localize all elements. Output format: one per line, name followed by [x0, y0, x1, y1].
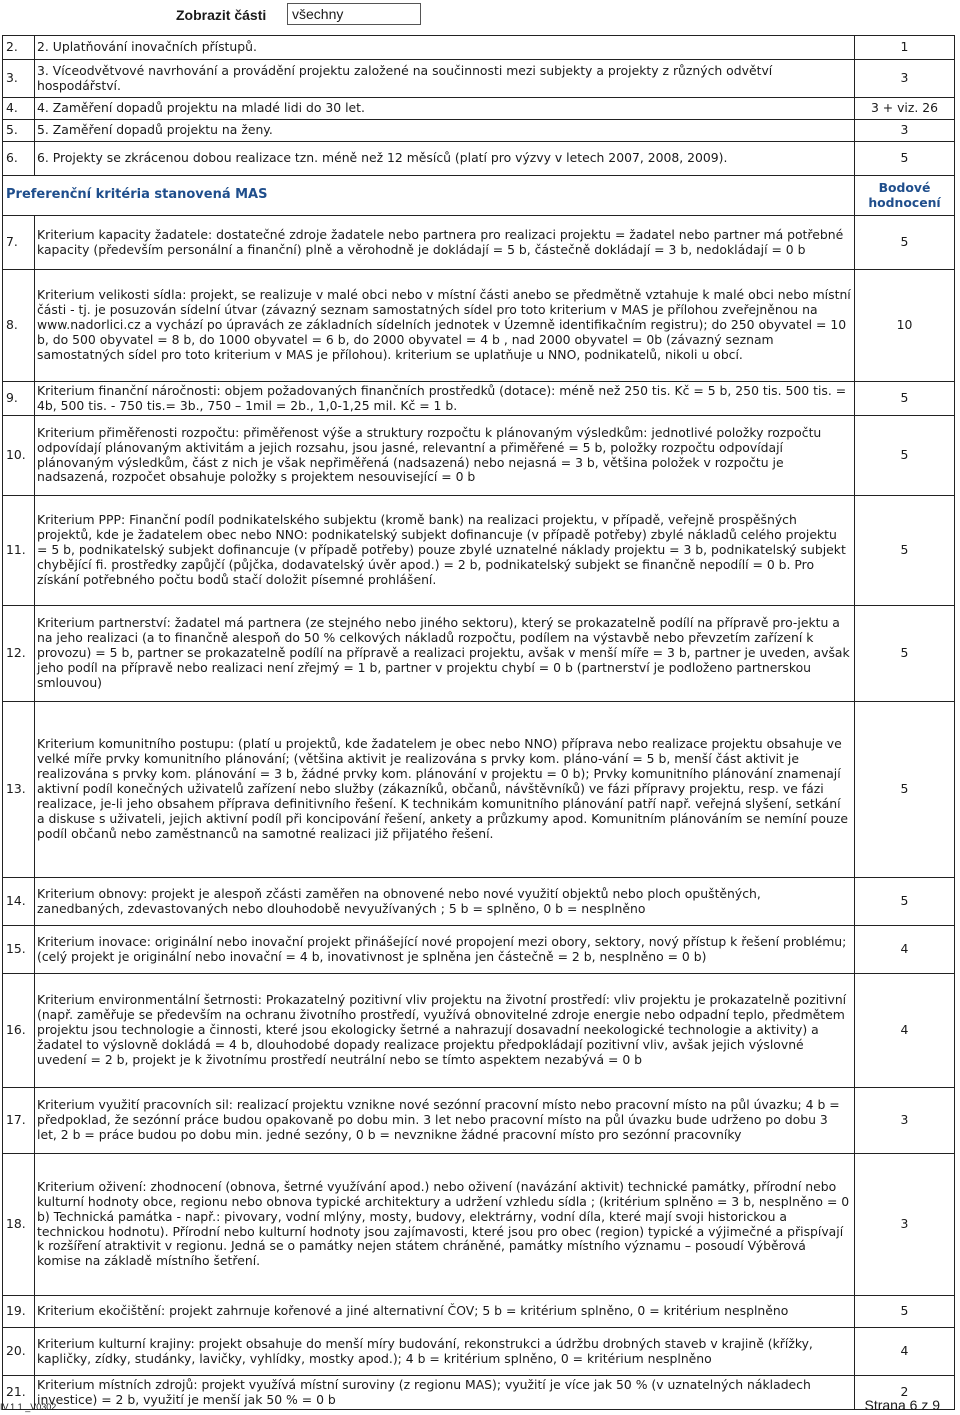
row-points: 3	[855, 1154, 955, 1296]
section-title: Preferenční kritéria stanovená MAS	[3, 176, 855, 216]
row-points: 5	[855, 142, 955, 176]
row-number: 2.	[3, 36, 35, 60]
row-description: Kriterium komunitního postupu: (platí u projektů, kde žadatelem je obec nebo NNO) příprava nebo realizace projektu obsahuje ve velké míře prvky komunitního plánování; (většina aktivit je realizována s prvky kom. pláno-vání = 5 b, menší část aktivit je realizována s prvky kom. plánování = 3 b, žádné prvky kom. plánování v projektu = 0 b); Prvky komunitního plánování znamenají aktivní podíl konečných uživatelů zařízení nebo služby (zákazníků, občanů, návštěvníků) ve fázi přípravy projektu, resp. ve fázi realizace, je-li jeho obsahem příprava definitivního řešení. K technikám komunitního plánování patří např. veřejná slyšení, setkání a diskuse s uživateli, jejich aktivní podíl při koncipování řešení, ankety a průzkumy apod. Komunitním plánováním se nemíní pouze podíl občanů nebo zaměstnanců na samotné realizaci již přijatého řešení.	[35, 702, 855, 878]
row-number: 16.	[3, 974, 35, 1088]
row-number: 20.	[3, 1328, 35, 1376]
row-description: Kriterium kapacity žadatele: dostatečné zdroje žadatele nebo partnera pro realizaci projektu = žadatel nebo partner má potřebné kapacity (především personální a finanční) plně a věrohodně je dokládají = 5 b, částečně dokládají = 3 b, nedokládají = 0 b	[35, 216, 855, 270]
filter-label: Zobrazit části	[176, 7, 267, 23]
table-row	[3, 120, 955, 142]
row-points: 5	[855, 1296, 955, 1328]
table-row	[3, 974, 955, 1088]
row-description: Kriterium kulturní krajiny: projekt obsahuje do menší míry budování, rekonstrukci a údržbu drobných staveb v krajině (křížky, kapličky, zídky, studánky, lavičky, vyhlídky, mostky apod.); 4 b = kritérium splněno, 0 = kritérium nesplněno	[35, 1328, 855, 1376]
row-number: 6.	[3, 142, 35, 176]
page-number: Strana 6 z 9	[864, 1397, 940, 1413]
row-points: 10	[855, 270, 955, 382]
row-points: 2	[855, 1376, 955, 1410]
row-description: Kriterium inovace: originální nebo inovační projekt přinášející nové propojení mezi obory, sektory, nový přístup k řešení problému; (celý projekt je originální nebo inovační = 4 b, inovativnost je splněna jen částečně = 2 b, nesplněno = 0 b)	[35, 926, 855, 974]
table-row	[3, 382, 955, 416]
row-description: Kriterium využití pracovních sil: realizací projektu vznikne nové sezónní pracovní místo nebo pracovní místo na půl úvazku; 4 b = předpoklad, že sezónní práce budou opakovaně po dobu min. 3 let nebo pracovní místo na půl úvazku bude udrženo po dobu 3 let, 2 b = práce budou po dobu min. jedné sezóny, 0 b = nevznikne žádné pracovní místo pro sezónní pracovníky	[35, 1088, 855, 1154]
row-number: 5.	[3, 120, 35, 142]
table-row	[3, 142, 955, 176]
row-number: 9.	[3, 382, 35, 416]
table-row	[3, 1088, 955, 1154]
row-description: 6. Projekty se zkrácenou dobou realizace tzn. méně než 12 měsíců (platí pro výzvy v letech 2007, 2008, 2009).	[35, 142, 855, 176]
table-row	[3, 216, 955, 270]
row-description: Kriterium obnovy: projekt je alespoň zčásti zaměřen na obnovené nebo nové využití objektů nebo ploch opuštěných, zanedbaných, zdevastovaných nebo dlouhodobě nevyužívaných ; 5 b = splněno, 0 b = nesplněno	[35, 878, 855, 926]
row-points: 4	[855, 1328, 955, 1376]
row-number: 12.	[3, 606, 35, 702]
row-points: 3 + viz. 26	[855, 98, 955, 120]
row-points: 5	[855, 216, 955, 270]
row-number: 14.	[3, 878, 35, 926]
row-description: Kriterium místních zdrojů: projekt využívá místní suroviny (z regionu MAS); využití je více jak 50 % (v uznatelných nákladech investice) = 2 b, využití je menší jak 50 % = 0 b	[35, 1376, 855, 1410]
row-description: Kriterium PPP: Finanční podíl podnikatelského subjektu (kromě bank) na realizaci projektu, v případě, veřejně prospěšných projektů, kde je žadatelem obec nebo NNO: podnikatelský subjekt dofinancuje (v případě potřeby) zbylé nákladů celého projektu = 5 b, podnikatelský subjekt dofinancuje (v případě potřeby) pouze zbylé uznatelné náklady projektu = 3 b, podnikatelský subjekt chybějící fi. prostředky zapůjčí (půjčka, dodavatelský úvěr apod.) = 2 b, podnikatelský subjekt se finančně nepodílí = 0 b. Pro získání potřebného počtu bodů stačí doložit písemné prohlášení.	[35, 496, 855, 606]
section-filter-select[interactable]: všechny	[287, 3, 421, 25]
row-description: 2. Uplatňování inovačních přístupů.	[35, 36, 855, 60]
row-number: 11.	[3, 496, 35, 606]
row-number: 17.	[3, 1088, 35, 1154]
table-row	[3, 702, 955, 878]
row-number: 15.	[3, 926, 35, 974]
row-description: Kriterium ekočištění: projekt zahrnuje kořenové a jiné alternativní ČOV; 5 b = kritérium splněno, 0 = kritérium nesplněno	[35, 1296, 855, 1328]
row-description: 4. Zaměření dopadů projektu na mladé lidi do 30 let.	[35, 98, 855, 120]
row-points: 5	[855, 496, 955, 606]
table-row	[3, 60, 955, 98]
filter-bar	[0, 2, 960, 30]
row-description: Kriterium přiměřenosti rozpočtu: přiměřenost výše a struktury rozpočtu k plánovaným výsledkům: jednotlivé položky rozpočtu odpovídají plánovaným aktivitám a jejich rozsahu, jsou jasné, relevantní a přiměřené = 5 b, položky rozpočtu odpovídají plánovaným výsledkům, část z nich je však nepřiměřená (nadsazená) nebo nejasná = 3 b, většina položek v rozpočtu je nadsazená, rozpočet obsahuje položky s projektem nesouvisející = 0 b	[35, 416, 855, 496]
row-description: Kriterium oživení: zhodnocení (obnova, šetrné využívání apod.) nebo oživení (navázání aktivit) technické památky, přírodní nebo kulturní hodnoty obce, regionu nebo obnova typické architektury a udržení vzhledu sídla ; (kritérium splněno = 3 b, nesplněno = 0 b) Technická památka - např.: pivovary, vodní mlýny, mosty, budovy, elektrárny, vodní díla, které mají svoji historickou a technickou hodnotu). Přírodní nebo kulturní hodnoty jsou zajímavosti, které jsou pro obec (region) typické a výjimečné a přispívají k rozšíření atraktivit v regionu. Jedná se o památky nejen státem chráněné, památky místního významu – posoudí Výběrová komise na základě místního šetření.	[35, 1154, 855, 1296]
row-number: 21.	[3, 1376, 35, 1410]
row-number: 19.	[3, 1296, 35, 1328]
row-description: Kriterium partnerství: žadatel má partnera (ze stejného nebo jiného sektoru), který se prokazatelně podílí na přípravě pro-jektu a na jeho realizaci (a to finančně alespoň do 50 % celkových nákladů rozpočtu, podílem na výstavbě nebo převzetím zařízení k provozu) = 5 b, partner se prokazatelně podílí na přípravě a realizaci projektu, avšak v menší míře = 3 b, partner je uveden, avšak jeho podíl na přípravě nebo realizaci není zřejmý = 1 b, partner v projektu chybí = 0 b (partnerství je podloženo partnerskou smlouvou)	[35, 606, 855, 702]
table-row	[3, 270, 955, 382]
section-header-row	[3, 176, 955, 216]
row-number: 8.	[3, 270, 35, 382]
row-number: 3.	[3, 60, 35, 98]
table-row	[3, 496, 955, 606]
row-points: 3	[855, 120, 955, 142]
points-column-header: Bodové hodnocení	[855, 176, 955, 216]
table-row	[3, 1154, 955, 1296]
row-description: Kriterium velikosti sídla: projekt, se realizuje v malé obci nebo v místní části anebo se předmětně vztahuje k malé obci nebo místní části - tj. je posuzován sídelní útvar (závazný seznam samostatných sídel pro toto kriterium v MAS je přílohou zveřejněnou na www.nadorlici.cz a vychází po úpravách ze základních sídelních jednotek v Územně identifikačním registru); do 250 obyvatel = 10 b, do 500 obyvatel = 8 b, do 1000 obyvatel = 6 b, do 2000 obyvatel = 4 b , nad 2000 obyvatel = 0b (závazný seznam samostatných sídel pro toto kriterium v MAS je přílohou). kriterium se uplatňuje u NNO, podnikatelů, nikoli u obcí.	[35, 270, 855, 382]
row-number: 7.	[3, 216, 35, 270]
row-points: 4	[855, 926, 955, 974]
row-number: 18.	[3, 1154, 35, 1296]
row-points: 5	[855, 702, 955, 878]
row-points: 1	[855, 36, 955, 60]
table-row	[3, 98, 955, 120]
row-points: 5	[855, 416, 955, 496]
table-row	[3, 606, 955, 702]
row-points: 3	[855, 1088, 955, 1154]
row-number: 4.	[3, 98, 35, 120]
row-description: 3. Víceodvětvové navrhování a provádění projektu založené na součinnosti mezi subjekty a projekty z různých odvětví hospodářství.	[35, 60, 855, 98]
row-points: 5	[855, 606, 955, 702]
table-row	[3, 878, 955, 926]
row-points: 5	[855, 878, 955, 926]
row-number: 13.	[3, 702, 35, 878]
row-points: 5	[855, 382, 955, 416]
table-row	[3, 36, 955, 60]
table-row	[3, 926, 955, 974]
criteria-table	[2, 35, 955, 1410]
table-row	[3, 1296, 955, 1328]
table-row	[3, 1376, 955, 1410]
table-row	[3, 1328, 955, 1376]
row-description: 5. Zaměření dopadů projektu na ženy.	[35, 120, 855, 142]
document-code: IV.1.1._V0302	[0, 1402, 57, 1412]
row-description: Kriterium finanční náročnosti: objem požadovaných finančních prostředků (dotace): méně než 250 tis. Kč = 5 b, 250 tis. 500 tis. = 4b, 500 tis. - 750 tis.= 3b., 750 – 1mil = 2b., 1,0-1,25 mil. Kč = 1 b.	[35, 382, 855, 416]
row-number: 10.	[3, 416, 35, 496]
row-points: 4	[855, 974, 955, 1088]
table-row	[3, 416, 955, 496]
row-points: 3	[855, 60, 955, 98]
row-description: Kriterium environmentální šetrnosti: Prokazatelný pozitivní vliv projektu na životní prostředí: vliv projektu je prokazatelně pozitivní (např. zaměřuje se především na ochranu životního prostředí, využívá obnovitelné zdroje energie nebo odpadní teplo, předmětem projektu jsou technologie a činnosti, které jsou ekologicky šetrné a nahrazují dosavadní neekologické technologie a aktivity) a žadatel to výslovně dokládá = 4 b, dlouhodobé dopady realizace projektu předpokládají pozitivní vliv, avšak jejich výslovné uvedení = 2 b, projekt je k životnímu prostředí neutrální nebo se tímto aspektem nezabývá = 0 b	[35, 974, 855, 1088]
